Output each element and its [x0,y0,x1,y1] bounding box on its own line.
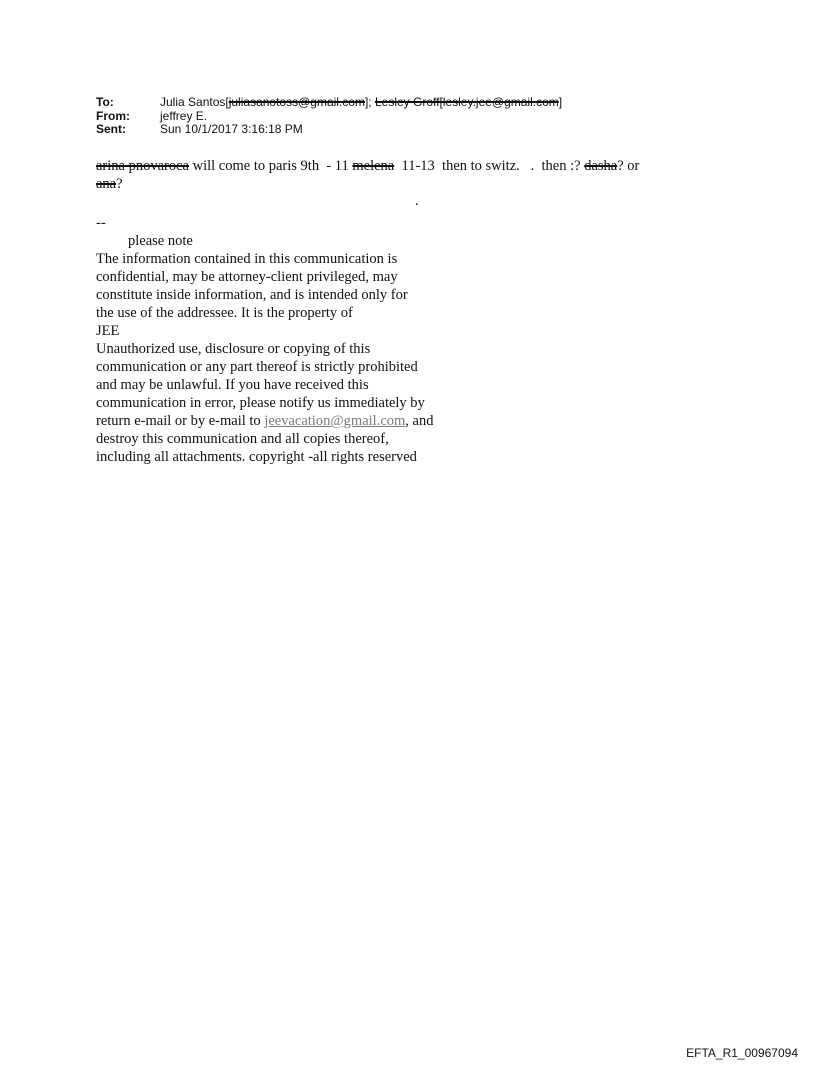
stray-dot: . [415,193,419,209]
sent-label: Sent: [96,122,126,136]
message-text-1: will come to paris 9th - 11 [189,158,353,174]
signature-dashes: -- [96,215,106,231]
to-value [160,96,562,110]
signature-line: including all attachments. copyright -all rights reserved [96,449,417,465]
signature-line: The information contained in this communication is [96,251,398,267]
message-text-2: 11-13 then to switz. . then :? [394,158,585,174]
to-separator: ]; [364,95,375,109]
from-value: jeffrey E. [160,108,208,123]
signature-line: and may be unlawful. If you have received this [96,377,369,393]
redacted-name-3: dasha [584,158,618,174]
to-end-bracket: ] [558,95,563,109]
signature-line: JEE [96,323,120,339]
message-text-3: ? or [617,158,643,174]
to-name: Julia Santos[ [160,95,229,109]
redacted-name-2: melena [352,158,395,174]
email-link[interactable]: jeevacation@gmail.com [264,413,406,429]
email-header [96,96,562,137]
redacted-email-1: juliasanotoss@gmail.com [228,95,365,109]
signature-line: destroy this communication and all copies thereof, [96,431,389,447]
message-text-4: ? [116,176,123,192]
signature-line: constitute inside information, and is intended only for [96,287,408,303]
signature-block [96,214,496,466]
sent-row [96,123,562,137]
signature-note: please note [128,233,193,249]
signature-line-prefix: return e-mail or by e-mail to [96,413,265,429]
from-row [96,110,562,124]
signature-line: Unauthorized use, disclosure or copying of this [96,341,371,357]
to-label: To: [96,95,114,109]
sent-value: Sun 10/1/2017 3:16:18 PM [160,122,303,136]
to-row [96,96,562,110]
redacted-name-4: ana [96,176,117,192]
message-body [96,157,736,193]
signature-line: communication in error, please notify us immediately by [96,395,425,411]
signature-line: confidential, may be attorney-client privileged, may [96,269,398,285]
redacted-recipient-2: Lesley Groff[lesley.jee@gmail.com [374,95,559,109]
signature-line: the use of the addressee. It is the property of [96,305,353,321]
signature-line: communication or any part thereof is strictly prohibited [96,359,418,375]
signature-line-suffix: , and [405,413,434,429]
signature-line-with-link [96,412,496,430]
from-label: From: [96,108,130,123]
document-id: EFTA_R1_00967094 [686,1046,798,1060]
redacted-name-1: arina pnovaroca [96,158,189,174]
